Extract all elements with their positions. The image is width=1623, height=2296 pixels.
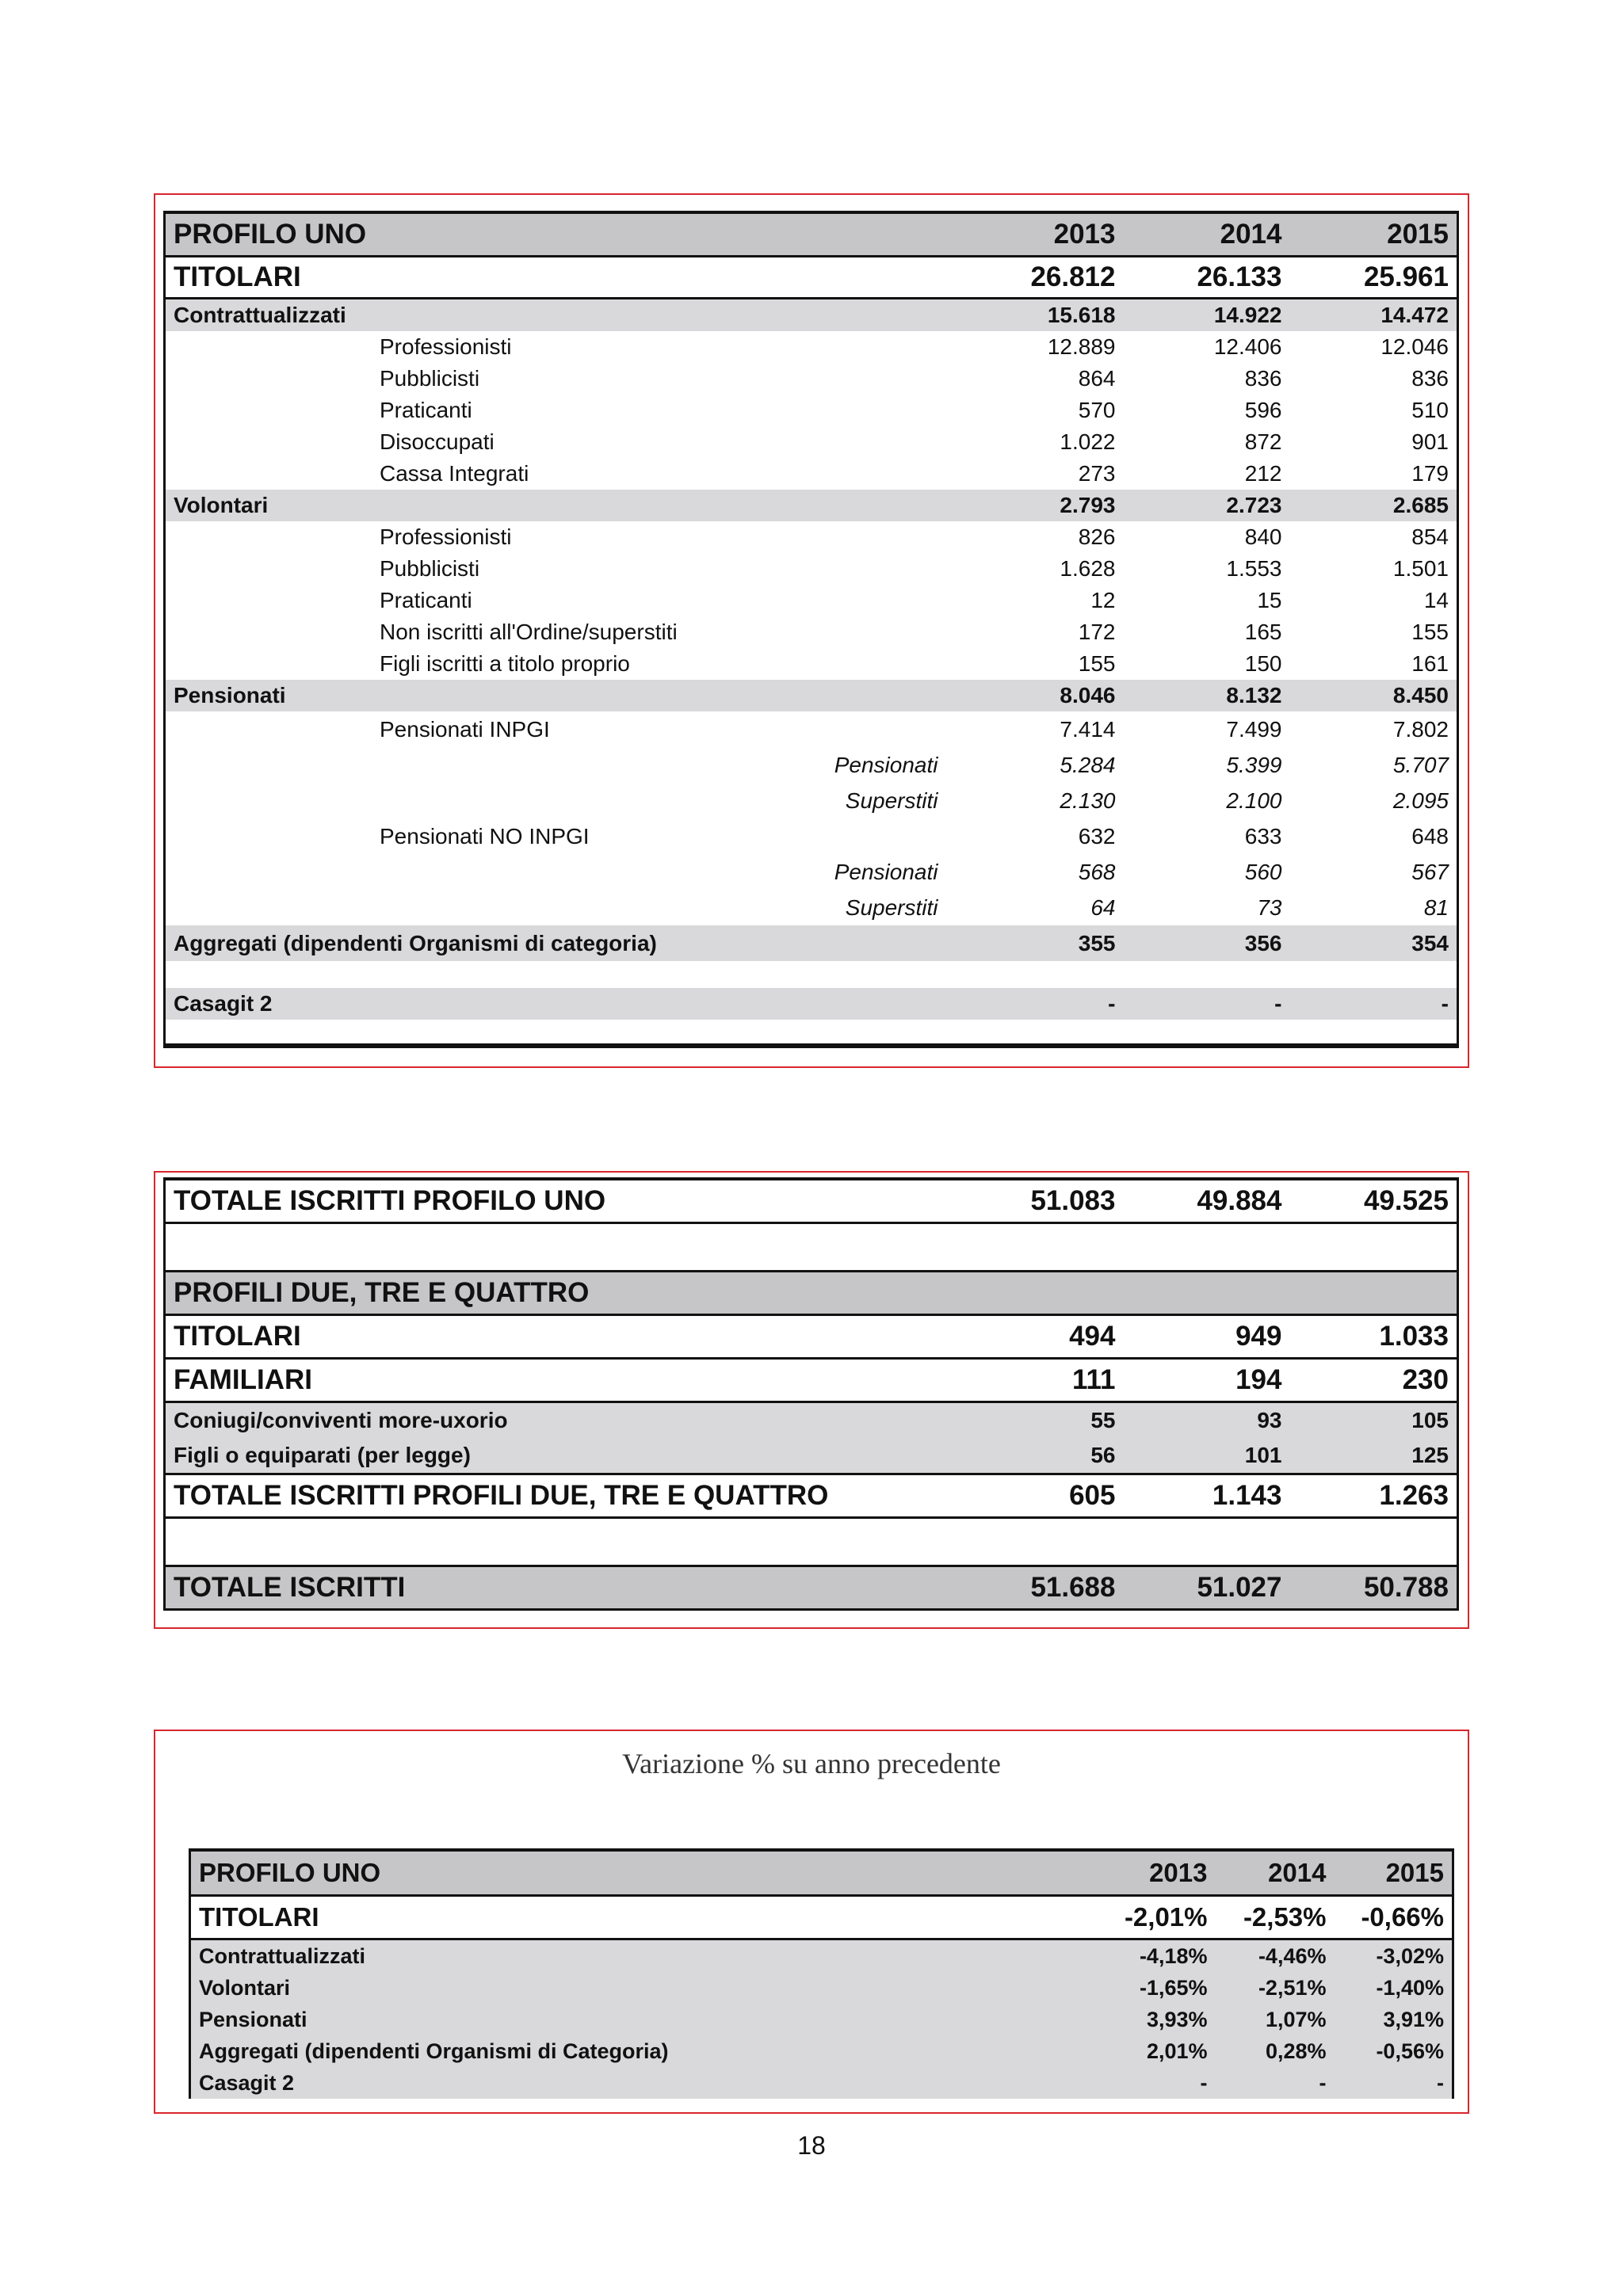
table-row [165, 818, 1458, 854]
cell-value: 14.472 [1290, 299, 1458, 332]
row-label: Pensionati INPGI [165, 711, 957, 747]
table-row [165, 1402, 1458, 1439]
table-row [165, 648, 1458, 680]
cell-value: 51.027 [1124, 1566, 1290, 1610]
cell-value: - [1319, 2070, 1327, 2095]
table-row [165, 1438, 1458, 1474]
header-row [190, 1850, 1453, 1896]
section-title: PROFILI DUE, TRE E QUATTRO [165, 1272, 957, 1315]
table-row [165, 490, 1458, 521]
cell-value: 26.133 [1124, 257, 1290, 299]
cell-value: 101 [1124, 1438, 1290, 1474]
cell-value: 3,93% [1146, 2007, 1208, 2031]
row-label: Pubblicisti [165, 553, 957, 585]
row-label: Pensionati [165, 680, 957, 711]
cell-value: 1.033 [1290, 1315, 1458, 1359]
cell-value: 12.889 [1047, 334, 1116, 359]
table-row [165, 680, 1458, 711]
cell-value: 25.961 [1290, 257, 1458, 299]
cell-value: 570 [1078, 398, 1116, 422]
cell-value: 150 [1244, 651, 1282, 676]
cell-value: 273 [1078, 461, 1116, 486]
row-label: Pensionati [190, 2004, 1089, 2035]
cell-value: 560 [1244, 859, 1282, 884]
cell-value: 8.450 [1290, 680, 1458, 711]
cell-value: 26.812 [957, 257, 1124, 299]
cell-value: 230 [1290, 1359, 1458, 1402]
year-header: 2013 [957, 212, 1124, 257]
variazione-table [189, 1848, 1454, 2099]
table-row [165, 458, 1458, 490]
totali-frame [154, 1171, 1469, 1629]
cell-value: -2,53% [1216, 1896, 1335, 1939]
cell-value: 49.884 [1124, 1179, 1290, 1223]
table-row [190, 1896, 1453, 1939]
cell-value: 2.095 [1290, 783, 1458, 818]
cell-value: 155 [1078, 651, 1116, 676]
cell-value: 567 [1290, 854, 1458, 890]
row-label: Figli iscritti a titolo proprio [165, 648, 957, 680]
cell-value: 2.130 [1060, 788, 1116, 813]
cell-value: -4,46% [1258, 1943, 1327, 1968]
cell-value: 15.618 [1047, 303, 1116, 327]
cell-value: 56 [957, 1438, 1124, 1474]
cell-value: 212 [1244, 461, 1282, 486]
cell-value: 2.723 [1226, 493, 1282, 517]
table-row [165, 395, 1458, 426]
cell-value: 179 [1290, 458, 1458, 490]
table-row [165, 1179, 1458, 1223]
year-header: 2013 [1089, 1850, 1216, 1896]
table-row [165, 299, 1458, 332]
cell-value: 49.525 [1290, 1179, 1458, 1223]
cell-value: 14.922 [1213, 303, 1282, 327]
table-row [190, 1972, 1453, 2004]
cell-value: 2.793 [1060, 493, 1116, 517]
row-label: Praticanti [165, 585, 957, 616]
cell-value: -1,40% [1335, 1972, 1453, 2004]
cell-value: 836 [1290, 363, 1458, 395]
cell-value: 15 [1257, 588, 1282, 612]
cell-value: - [1108, 991, 1116, 1016]
cell-value: 1.553 [1226, 556, 1282, 581]
cell-value: -0,66% [1335, 1896, 1453, 1939]
section-header-row [165, 1272, 1458, 1315]
cell-value: 161 [1290, 648, 1458, 680]
cell-value: -0,56% [1335, 2035, 1453, 2067]
table-row [165, 854, 1458, 890]
table-row [190, 2004, 1453, 2035]
cell-value: 354 [1290, 925, 1458, 961]
cell-value: 5.284 [1060, 752, 1116, 777]
table-row [165, 553, 1458, 585]
row-label: Pensionati NO INPGI [165, 818, 957, 854]
row-label: Non iscritti all'Ordine/superstiti [165, 616, 957, 648]
cell-value: 105 [1290, 1402, 1458, 1439]
table-row [165, 521, 1458, 553]
cell-value: 155 [1290, 616, 1458, 648]
table-row [165, 783, 1458, 818]
row-label: Volontari [165, 490, 957, 521]
table-row [190, 2067, 1453, 2099]
table-row [165, 616, 1458, 648]
spacer-row [165, 1518, 1458, 1566]
cell-value: 568 [1078, 859, 1116, 884]
cell-value: 165 [1244, 620, 1282, 644]
profilo-uno-frame [154, 193, 1469, 1068]
cell-value: 596 [1244, 398, 1282, 422]
table-row [165, 1474, 1458, 1518]
cell-value: 8.132 [1226, 683, 1282, 707]
cell-value: 864 [1078, 366, 1116, 391]
cell-value: 648 [1290, 818, 1458, 854]
row-label: Casagit 2 [165, 988, 957, 1020]
table-row [165, 585, 1458, 616]
cell-value: 356 [1244, 930, 1282, 955]
cell-value: 12 [1090, 588, 1116, 612]
cell-value: 64 [1090, 894, 1116, 920]
end-rule [165, 1020, 1458, 1046]
cell-value: 510 [1290, 395, 1458, 426]
table-row [165, 363, 1458, 395]
variazione-caption: Variazione % su anno precedente [622, 1748, 1001, 1779]
cell-value: 194 [1124, 1359, 1290, 1402]
table-row [165, 1359, 1458, 1402]
row-label: Professionisti [165, 331, 957, 363]
table-row [165, 890, 1458, 925]
table-row [165, 257, 1458, 299]
table-title: PROFILO UNO [190, 1850, 1089, 1896]
cell-value: 7.499 [1226, 716, 1282, 742]
row-label: Coniugi/conviventi more-uxorio [165, 1402, 957, 1439]
row-label: Aggregati (dipendenti Organismi di categoria) [165, 925, 957, 961]
cell-value: 93 [1257, 1408, 1282, 1432]
cell-value: 836 [1244, 366, 1282, 391]
cell-value: 12.046 [1290, 331, 1458, 363]
table-row [190, 2035, 1453, 2067]
cell-value: 0,28% [1265, 2039, 1327, 2063]
variazione-frame [154, 1730, 1469, 2114]
cell-value: 633 [1244, 823, 1282, 849]
header-row [165, 212, 1458, 257]
row-label: TOTALE ISCRITTI PROFILI DUE, TRE E QUATTRO [165, 1474, 957, 1518]
cell-value: 826 [1078, 524, 1116, 549]
cell-value: 2,01% [1146, 2039, 1208, 2063]
row-label: Pensionati [165, 854, 957, 890]
cell-value: 605 [957, 1474, 1124, 1518]
row-label: TOTALE ISCRITTI [165, 1566, 957, 1610]
cell-value: - [1274, 991, 1282, 1016]
cell-value: -1,65% [1139, 1975, 1208, 2000]
cell-value: 81 [1290, 890, 1458, 925]
cell-value: 1.143 [1124, 1474, 1290, 1518]
cell-value: - [1200, 2070, 1208, 2095]
year-header: 2015 [1290, 212, 1458, 257]
row-label: Aggregati (dipendenti Organismi di Categoria) [190, 2035, 1089, 2067]
cell-value: 51.688 [957, 1566, 1124, 1610]
cell-value: 2.685 [1290, 490, 1458, 521]
table-title: PROFILO UNO [165, 212, 957, 257]
cell-value: -3,02% [1335, 1939, 1453, 1973]
cell-value: 8.046 [1060, 683, 1116, 707]
table-row [165, 711, 1458, 747]
cell-value: 7.414 [1060, 716, 1116, 742]
cell-value: 949 [1124, 1315, 1290, 1359]
cell-value: 1.501 [1290, 553, 1458, 585]
cell-value: 3,91% [1335, 2004, 1453, 2035]
totali-table [163, 1177, 1459, 1611]
cell-value: 55 [1090, 1408, 1116, 1432]
cell-value: 5.399 [1226, 752, 1282, 777]
page-number: 18 [797, 2131, 826, 2160]
cell-value: -2,01% [1089, 1896, 1216, 1939]
table-row [165, 988, 1458, 1020]
row-label: Cassa Integrati [165, 458, 957, 490]
year-header: 2014 [1124, 212, 1290, 257]
table-row [165, 1315, 1458, 1359]
profilo-uno-table [163, 211, 1459, 1048]
cell-value: 872 [1244, 429, 1282, 454]
cell-value: 7.802 [1290, 711, 1458, 747]
table-row [165, 426, 1458, 458]
row-label: Figli o equiparati (per legge) [165, 1438, 957, 1474]
row-label: Pubblicisti [165, 363, 957, 395]
row-label: Superstiti [165, 890, 957, 925]
cell-value: 494 [957, 1315, 1124, 1359]
year-header: 2014 [1216, 1850, 1335, 1896]
cell-value: 50.788 [1290, 1566, 1458, 1610]
row-label: Casagit 2 [190, 2067, 1089, 2099]
row-label: Pensionati [165, 747, 957, 783]
row-label: TITOLARI [165, 1315, 957, 1359]
row-label: TITOLARI [190, 1896, 1089, 1939]
row-label: Professionisti [165, 521, 957, 553]
cell-value: 1,07% [1265, 2007, 1327, 2031]
cell-value: 1.022 [1060, 429, 1116, 454]
row-label: Contrattualizzati [190, 1939, 1089, 1973]
cell-value: 1.263 [1290, 1474, 1458, 1518]
cell-value: 840 [1244, 524, 1282, 549]
cell-value: 1.628 [1060, 556, 1116, 581]
row-label: TITOLARI [165, 257, 957, 299]
cell-value: 632 [1078, 823, 1116, 849]
cell-value: 901 [1290, 426, 1458, 458]
year-header: 2015 [1335, 1850, 1453, 1896]
table-row [165, 331, 1458, 363]
cell-value: 111 [957, 1359, 1124, 1402]
table-row [165, 925, 1458, 961]
cell-value: 14 [1290, 585, 1458, 616]
cell-value: 2.100 [1226, 788, 1282, 813]
row-label: Contrattualizzati [165, 299, 957, 332]
table-row [165, 747, 1458, 783]
row-label: Superstiti [165, 783, 957, 818]
row-label: TOTALE ISCRITTI PROFILO UNO [165, 1179, 957, 1223]
cell-value: 12.406 [1213, 334, 1282, 359]
cell-value: 854 [1290, 521, 1458, 553]
spacer-row [165, 961, 1458, 988]
cell-value: 5.707 [1290, 747, 1458, 783]
row-label: Praticanti [165, 395, 957, 426]
table-row [190, 1939, 1453, 1973]
row-label: Volontari [190, 1972, 1089, 2004]
cell-value: - [1335, 2067, 1453, 2099]
spacer-row [165, 1223, 1458, 1272]
cell-value: -4,18% [1139, 1943, 1208, 1968]
row-label: FAMILIARI [165, 1359, 957, 1402]
cell-value: 73 [1257, 894, 1282, 920]
cell-value: 355 [1078, 930, 1116, 955]
cell-value: 51.083 [957, 1179, 1124, 1223]
table-row [165, 1566, 1458, 1610]
cell-value: 172 [1078, 620, 1116, 644]
cell-value: -2,51% [1258, 1975, 1327, 2000]
cell-value: - [1290, 988, 1458, 1020]
row-label: Disoccupati [165, 426, 957, 458]
cell-value: 125 [1290, 1438, 1458, 1474]
